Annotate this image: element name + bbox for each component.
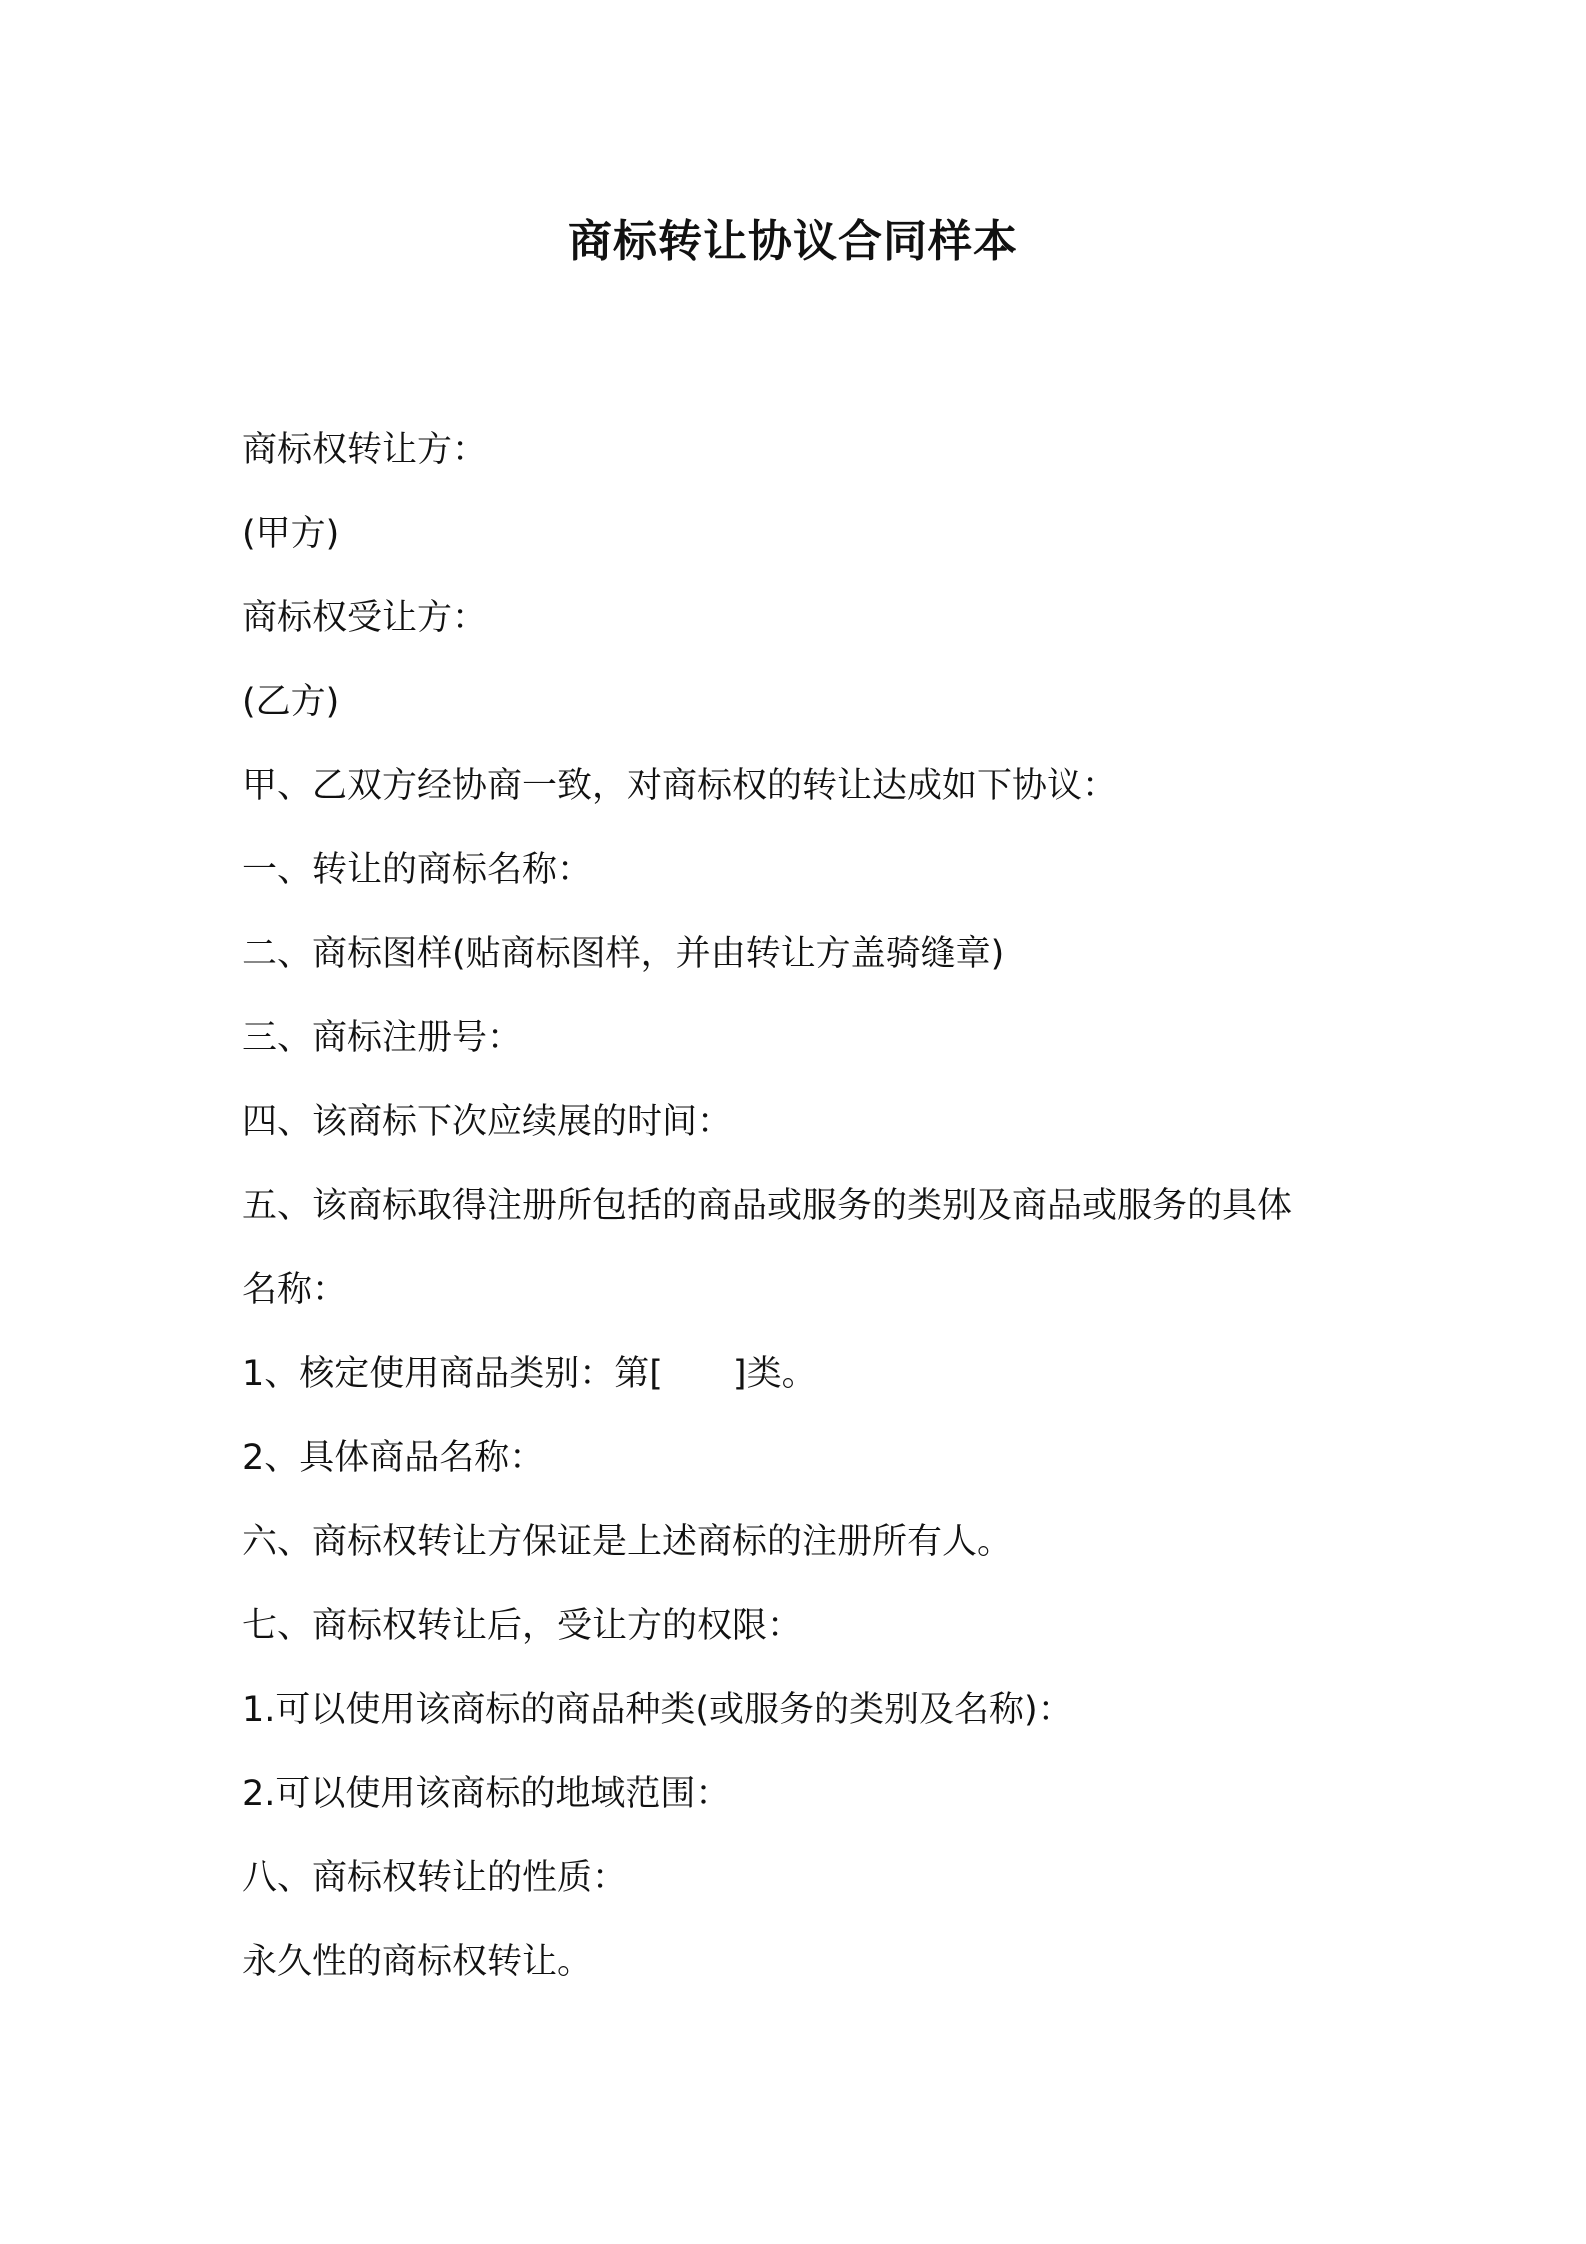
clause-3: 三、商标注册号：: [242, 1018, 523, 1058]
clause-8-detail: 永久性的商标权转让。: [242, 1942, 593, 1982]
clause-1: 一、转让的商标名称：: [242, 850, 593, 890]
party-a-label: (甲方): [242, 514, 340, 554]
clause-7-item-1: 1.可以使用该商标的商品种类(或服务的类别及名称)：: [242, 1690, 1073, 1730]
clause-5-item-1: 1、核定使用商品类别：第[ ]类。: [242, 1354, 817, 1394]
clause-8: 八、商标权转让的性质：: [242, 1858, 628, 1898]
clause-5: 五、该商标取得注册所包括的商品或服务的类别及商品或服务的具体: [242, 1186, 1293, 1226]
document-title: 商标转让协议合同样本: [568, 216, 1018, 267]
clause-7: 七、商标权转让后，受让方的权限：: [242, 1606, 803, 1646]
agreement-intro: 甲、乙双方经协商一致，对商标权的转让达成如下协议：: [242, 766, 1118, 806]
clause-2: 二、商标图样(贴商标图样，并由转让方盖骑缝章): [242, 934, 1005, 974]
clause-6: 六、商标权转让方保证是上述商标的注册所有人。: [242, 1522, 1013, 1562]
clause-4: 四、该商标下次应续展的时间：: [242, 1102, 733, 1142]
transferor-label: 商标权转让方：: [242, 430, 488, 470]
clause-5-item-2: 2、具体商品名称：: [242, 1438, 545, 1478]
clause-5-continued: 名称：: [242, 1270, 348, 1310]
party-b-label: (乙方): [242, 682, 340, 722]
transferee-label: 商标权受让方：: [242, 598, 488, 638]
document-body: [242, 408, 1422, 2004]
clause-7-item-2: 2.可以使用该商标的地域范围：: [242, 1774, 731, 1814]
